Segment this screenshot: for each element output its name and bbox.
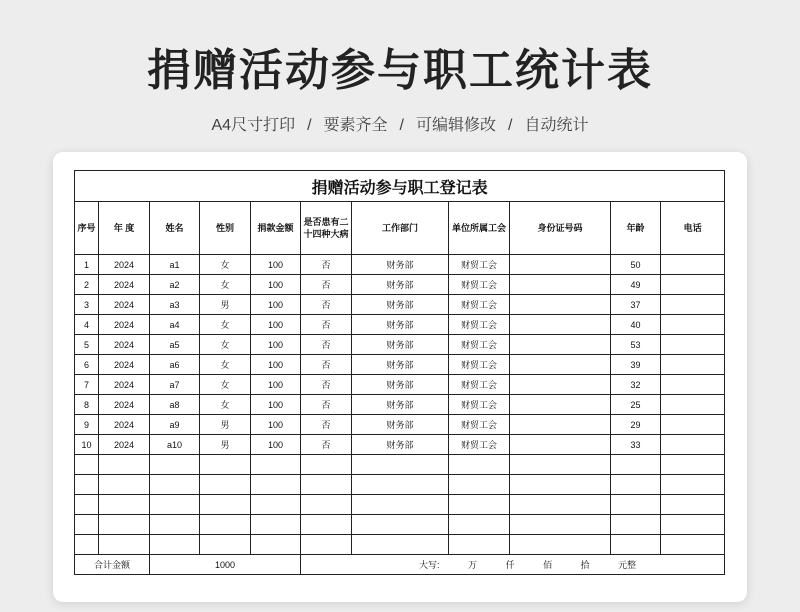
table-cell[interactable] xyxy=(301,475,352,495)
table-cell[interactable] xyxy=(99,475,150,495)
table-cell[interactable]: 7 xyxy=(75,375,99,395)
table-cell[interactable]: 财务部 xyxy=(352,255,449,275)
table-cell[interactable]: a1 xyxy=(150,255,200,275)
table-cell[interactable]: 否 xyxy=(301,355,352,375)
table-cell[interactable]: 财务部 xyxy=(352,375,449,395)
table-cell[interactable] xyxy=(352,515,449,535)
table-cell[interactable]: 财务部 xyxy=(352,315,449,335)
table-cell[interactable] xyxy=(661,255,725,275)
table-cell[interactable]: a8 xyxy=(150,395,200,415)
table-cell[interactable] xyxy=(661,435,725,455)
column-header: 年 度 xyxy=(99,202,150,255)
table-cell[interactable]: 6 xyxy=(75,355,99,375)
table-cell[interactable] xyxy=(251,475,301,495)
table-cell[interactable] xyxy=(352,535,449,555)
table-cell[interactable]: 37 xyxy=(611,295,661,315)
table-cell[interactable]: 否 xyxy=(301,395,352,415)
table-cell[interactable]: 2024 xyxy=(99,435,150,455)
table-cell[interactable]: 男 xyxy=(200,295,251,315)
total-label: 合计金额 xyxy=(75,555,150,575)
table-cell[interactable]: 财务部 xyxy=(352,435,449,455)
table-cell[interactable]: 女 xyxy=(200,255,251,275)
table-cell[interactable]: 32 xyxy=(611,375,661,395)
table-cell[interactable] xyxy=(150,535,200,555)
separator: / xyxy=(399,117,404,134)
table-cell[interactable]: 2024 xyxy=(99,335,150,355)
table-cell[interactable] xyxy=(99,515,150,535)
feature-item: 自动统计 xyxy=(524,117,589,134)
table-cell[interactable]: 2024 xyxy=(99,295,150,315)
column-header: 单位所属工会 xyxy=(449,202,510,255)
table-cell[interactable]: 2024 xyxy=(99,415,150,435)
table-cell[interactable] xyxy=(510,295,611,315)
table-cell[interactable]: 财贸工会 xyxy=(449,395,510,415)
feature-item: 可编辑修改 xyxy=(416,117,497,134)
table-cell[interactable] xyxy=(661,515,725,535)
table-cell[interactable] xyxy=(611,535,661,555)
table-cell[interactable]: 100 xyxy=(251,435,301,455)
table-cell[interactable] xyxy=(352,495,449,515)
table-cell[interactable]: a6 xyxy=(150,355,200,375)
table-cell[interactable] xyxy=(449,475,510,495)
table-cell[interactable] xyxy=(150,495,200,515)
table-cell[interactable]: 财务部 xyxy=(352,355,449,375)
table-cell[interactable] xyxy=(661,535,725,555)
table-cell[interactable]: 财贸工会 xyxy=(449,335,510,355)
table-cell[interactable] xyxy=(510,495,611,515)
table-cell[interactable]: a2 xyxy=(150,275,200,295)
table-cell[interactable] xyxy=(99,455,150,475)
table-cell[interactable] xyxy=(449,515,510,535)
table-body xyxy=(75,255,725,555)
table-cell[interactable]: 财务部 xyxy=(352,415,449,435)
table-cell[interactable]: 50 xyxy=(611,255,661,275)
table-cell[interactable]: 女 xyxy=(200,355,251,375)
table-cell[interactable]: 5 xyxy=(75,335,99,355)
table-row xyxy=(75,275,725,295)
table-cell[interactable]: 否 xyxy=(301,435,352,455)
table-cell[interactable] xyxy=(510,255,611,275)
column-header: 电话 xyxy=(661,202,725,255)
table-row xyxy=(75,455,725,475)
unit-qian: 仟 xyxy=(505,560,515,570)
table-cell[interactable]: 否 xyxy=(301,295,352,315)
feature-list xyxy=(0,112,800,135)
feature-item: 要素齐全 xyxy=(323,117,388,134)
table-cell[interactable]: 2 xyxy=(75,275,99,295)
unit-yuan: 元整 xyxy=(618,560,637,570)
table-row xyxy=(75,335,725,355)
table-cell[interactable]: 100 xyxy=(251,335,301,355)
table-row xyxy=(75,535,725,555)
table-cell[interactable]: 100 xyxy=(251,375,301,395)
table-cell[interactable] xyxy=(661,315,725,335)
table-cell[interactable] xyxy=(251,535,301,555)
table-cell[interactable]: 33 xyxy=(611,435,661,455)
table-cell[interactable] xyxy=(449,535,510,555)
table-cell[interactable]: 1 xyxy=(75,255,99,275)
table-row xyxy=(75,515,725,535)
table-row xyxy=(75,415,725,435)
table-cell[interactable] xyxy=(251,455,301,475)
table-cell[interactable] xyxy=(510,435,611,455)
table-cell[interactable] xyxy=(661,375,725,395)
table-row xyxy=(75,255,725,275)
table-cell[interactable] xyxy=(611,475,661,495)
table-cell[interactable] xyxy=(251,515,301,535)
table-cell[interactable]: 否 xyxy=(301,315,352,335)
table-cell[interactable] xyxy=(150,455,200,475)
table-cell[interactable] xyxy=(352,475,449,495)
table-cell[interactable]: 财贸工会 xyxy=(449,435,510,455)
feature-item: A4尺寸打印 xyxy=(211,117,296,134)
table-cell[interactable] xyxy=(510,355,611,375)
table-cell[interactable]: 财贸工会 xyxy=(449,315,510,335)
table-cell[interactable]: 财贸工会 xyxy=(449,295,510,315)
table-cell[interactable] xyxy=(661,295,725,315)
table-cell[interactable]: 否 xyxy=(301,375,352,395)
unit-wan: 万 xyxy=(468,560,478,570)
separator: / xyxy=(508,117,513,134)
table-cell[interactable]: 25 xyxy=(611,395,661,415)
table-cell[interactable]: 4 xyxy=(75,315,99,335)
table-cell[interactable] xyxy=(150,515,200,535)
table-cell[interactable] xyxy=(510,275,611,295)
separator: / xyxy=(307,117,312,134)
table-cell[interactable]: a3 xyxy=(150,295,200,315)
table-cell[interactable]: 10 xyxy=(75,435,99,455)
table-cell[interactable] xyxy=(251,495,301,515)
table-cell[interactable] xyxy=(200,455,251,475)
table-cell[interactable]: 女 xyxy=(200,395,251,415)
table-cell[interactable]: 29 xyxy=(611,415,661,435)
table-cell[interactable] xyxy=(661,335,725,355)
table-cell[interactable]: a9 xyxy=(150,415,200,435)
capital-amount[interactable] xyxy=(301,555,725,575)
column-header: 序号 xyxy=(75,202,99,255)
table-cell[interactable] xyxy=(301,495,352,515)
table-row xyxy=(75,315,725,335)
table-cell[interactable] xyxy=(510,395,611,415)
unit-shi: 拾 xyxy=(580,560,590,570)
table-cell[interactable]: 100 xyxy=(251,255,301,275)
table-cell[interactable]: 财务部 xyxy=(352,395,449,415)
table-cell[interactable] xyxy=(661,415,725,435)
table-row xyxy=(75,355,725,375)
table-cell[interactable]: 100 xyxy=(251,275,301,295)
table-cell[interactable] xyxy=(75,535,99,555)
table-cell[interactable]: 49 xyxy=(611,275,661,295)
column-header: 是否患有二十四种大病 xyxy=(301,202,352,255)
table-cell[interactable]: 100 xyxy=(251,355,301,375)
table-cell[interactable]: 3 xyxy=(75,295,99,315)
table-cell[interactable] xyxy=(150,475,200,495)
table-cell[interactable] xyxy=(200,535,251,555)
registration-table xyxy=(74,170,725,575)
table-cell[interactable]: 53 xyxy=(611,335,661,355)
table-cell[interactable]: 39 xyxy=(611,355,661,375)
table-cell[interactable]: a10 xyxy=(150,435,200,455)
table-cell[interactable]: 女 xyxy=(200,315,251,335)
table-cell[interactable] xyxy=(611,455,661,475)
table-cell[interactable] xyxy=(510,455,611,475)
table-row xyxy=(75,375,725,395)
table-cell[interactable]: 否 xyxy=(301,335,352,355)
column-header: 工作部门 xyxy=(352,202,449,255)
table-cell[interactable]: 100 xyxy=(251,395,301,415)
table-cell[interactable] xyxy=(510,475,611,495)
table-cell[interactable] xyxy=(510,535,611,555)
page-title: 捐赠活动参与职工统计表 xyxy=(147,45,653,96)
table-cell[interactable] xyxy=(449,495,510,515)
table-cell[interactable]: 女 xyxy=(200,275,251,295)
table-cell[interactable]: 2024 xyxy=(99,395,150,415)
table-cell[interactable] xyxy=(611,495,661,515)
table-cell[interactable] xyxy=(75,455,99,475)
column-header: 捐款金额 xyxy=(251,202,301,255)
table-cell[interactable] xyxy=(661,495,725,515)
table-row xyxy=(75,395,725,415)
table-cell[interactable] xyxy=(200,515,251,535)
table-cell[interactable] xyxy=(75,475,99,495)
table-cell[interactable]: 财务部 xyxy=(352,295,449,315)
table-cell[interactable] xyxy=(75,515,99,535)
table-cell[interactable]: 100 xyxy=(251,415,301,435)
table-cell[interactable] xyxy=(99,495,150,515)
table-cell[interactable]: 财务部 xyxy=(352,335,449,355)
table-cell[interactable]: 女 xyxy=(200,335,251,355)
table-cell[interactable]: 财贸工会 xyxy=(449,415,510,435)
table-cell[interactable] xyxy=(510,375,611,395)
total-amount[interactable]: 1000 xyxy=(150,555,301,575)
table-cell[interactable] xyxy=(661,395,725,415)
table-cell[interactable] xyxy=(200,475,251,495)
table-cell[interactable] xyxy=(301,535,352,555)
table-cell[interactable] xyxy=(200,495,251,515)
table-cell[interactable] xyxy=(510,315,611,335)
table-cell[interactable] xyxy=(75,495,99,515)
column-header: 性别 xyxy=(200,202,251,255)
table-cell[interactable]: 40 xyxy=(611,315,661,335)
table-cell[interactable]: 2024 xyxy=(99,275,150,295)
total-row xyxy=(75,555,725,575)
table-cell[interactable]: 100 xyxy=(251,315,301,335)
table-cell[interactable]: 否 xyxy=(301,255,352,275)
sheet-title: 捐赠活动参与职工登记表 xyxy=(75,171,725,202)
table-cell[interactable]: 100 xyxy=(251,295,301,315)
table-cell[interactable] xyxy=(301,455,352,475)
table-cell[interactable]: 2024 xyxy=(99,255,150,275)
column-header: 身份证号码 xyxy=(510,202,611,255)
table-cell[interactable]: 财贸工会 xyxy=(449,355,510,375)
table-cell[interactable] xyxy=(661,275,725,295)
table-cell[interactable] xyxy=(611,515,661,535)
table-cell[interactable]: 财贸工会 xyxy=(449,255,510,275)
table-cell[interactable] xyxy=(449,455,510,475)
table-cell[interactable]: a4 xyxy=(150,315,200,335)
table-cell[interactable]: 2024 xyxy=(99,315,150,335)
column-header: 年龄 xyxy=(611,202,661,255)
table-cell[interactable]: 财务部 xyxy=(352,275,449,295)
table-cell[interactable]: 男 xyxy=(200,435,251,455)
table-cell[interactable]: 2024 xyxy=(99,375,150,395)
table-cell[interactable]: 女 xyxy=(200,375,251,395)
table-cell[interactable] xyxy=(510,335,611,355)
table-cell[interactable]: a5 xyxy=(150,335,200,355)
table-cell[interactable]: 财贸工会 xyxy=(449,275,510,295)
table-cell[interactable]: 财贸工会 xyxy=(449,375,510,395)
table-cell[interactable]: 2024 xyxy=(99,355,150,375)
table-cell[interactable] xyxy=(301,515,352,535)
table-row xyxy=(75,435,725,455)
table-cell[interactable]: 否 xyxy=(301,275,352,295)
table-cell[interactable] xyxy=(352,455,449,475)
table-cell[interactable] xyxy=(99,535,150,555)
table-row xyxy=(75,475,725,495)
table-cell[interactable]: 8 xyxy=(75,395,99,415)
table-cell[interactable]: 否 xyxy=(301,415,352,435)
table-row xyxy=(75,295,725,315)
table-cell[interactable]: 男 xyxy=(200,415,251,435)
header-row xyxy=(75,202,725,255)
table-cell[interactable] xyxy=(510,415,611,435)
table-cell[interactable]: a7 xyxy=(150,375,200,395)
table-row xyxy=(75,495,725,515)
table-cell[interactable] xyxy=(661,455,725,475)
capital-label: 大写: xyxy=(419,560,440,570)
column-header: 姓名 xyxy=(150,202,200,255)
table-cell[interactable]: 9 xyxy=(75,415,99,435)
unit-bai: 佰 xyxy=(543,560,553,570)
table-cell[interactable] xyxy=(661,355,725,375)
table-cell[interactable] xyxy=(661,475,725,495)
table-cell[interactable] xyxy=(510,515,611,535)
